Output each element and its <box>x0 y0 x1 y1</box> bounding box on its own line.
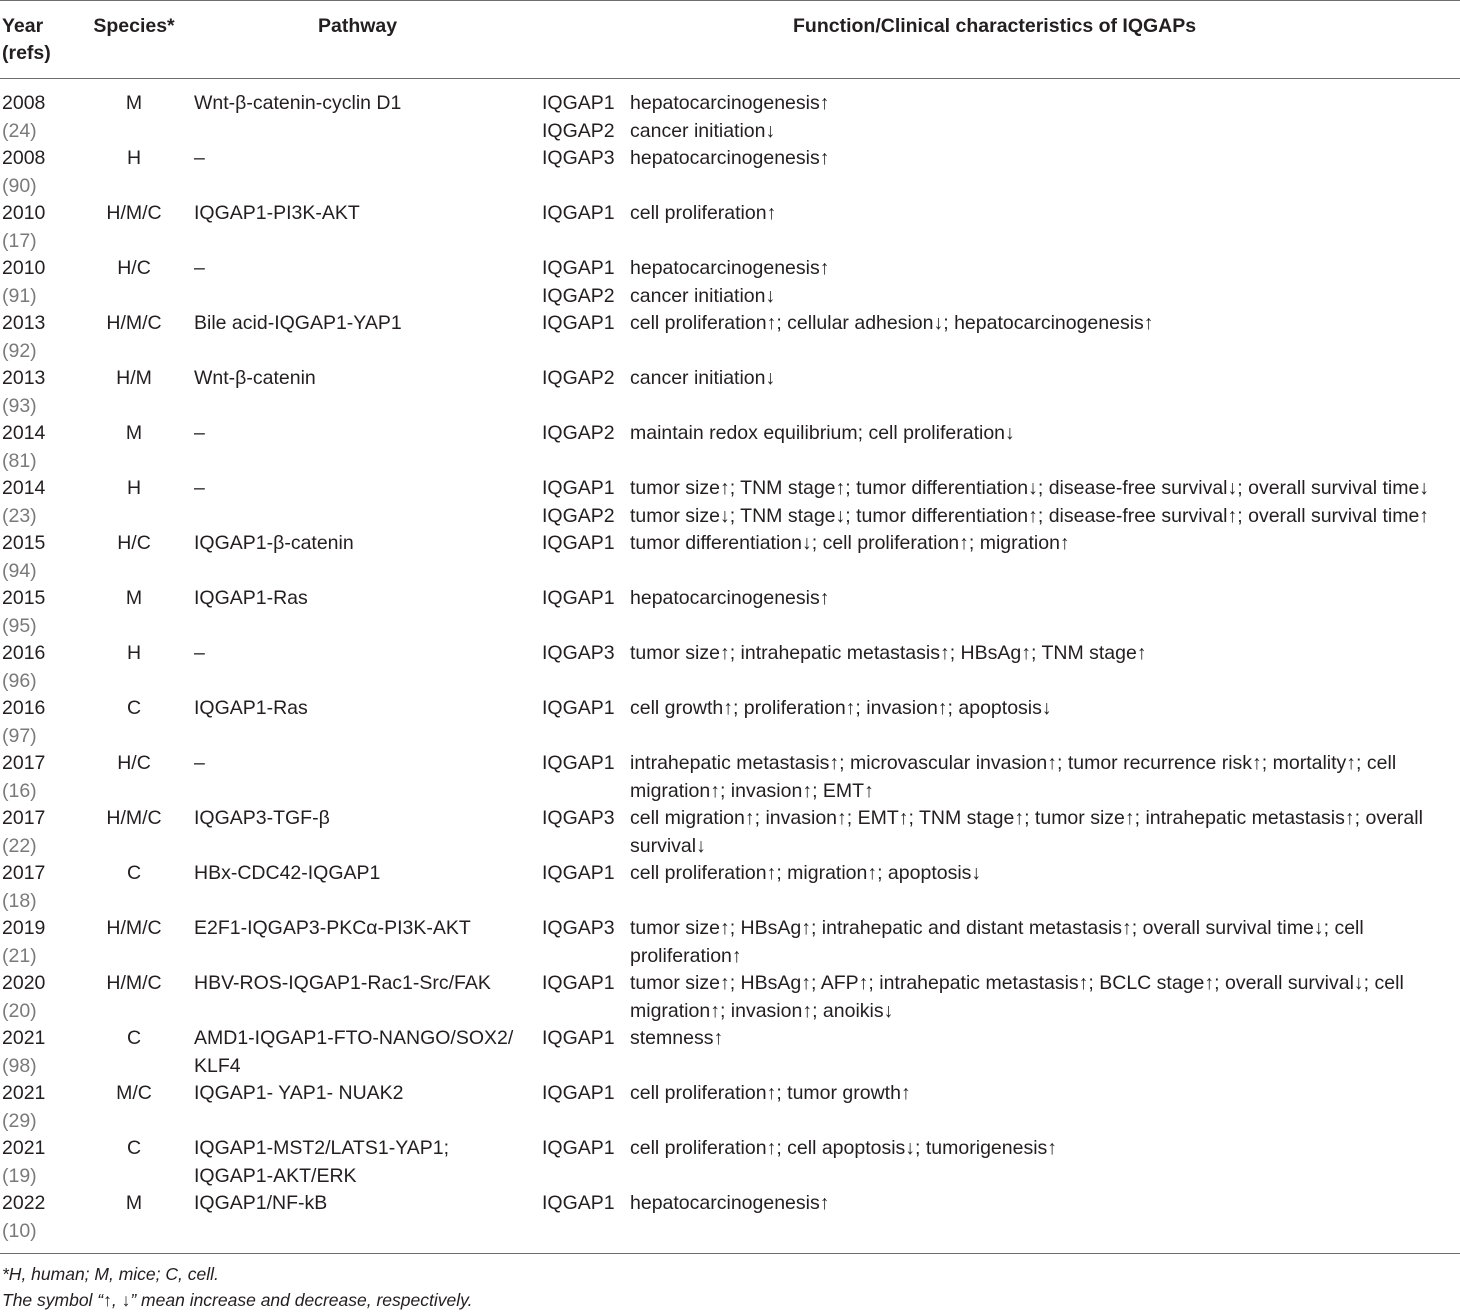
species-cell: H/M/C <box>106 807 162 829</box>
function-cell: cell proliferation↑; migration↑; apoptosis↓ <box>630 862 982 884</box>
year-cell: 2021 <box>2 1137 46 1159</box>
function-cell: tumor size↑; HBsAg↑; intrahepatic and distant metastasis↑; overall survival time↓; cell <box>630 917 1364 939</box>
reference-cell: (93) <box>2 394 37 417</box>
species-cell: H/C <box>117 532 151 554</box>
pathway-cell: IQGAP1- YAP1- NUAK2 <box>194 1082 404 1104</box>
gene-cell: IQGAP3 <box>542 807 615 829</box>
species-cell: M/C <box>116 1082 152 1104</box>
year-cell: 2008 <box>2 92 46 114</box>
function-cell: hepatocarcinogenesis↑ <box>630 1192 830 1214</box>
reference-cell: (96) <box>2 669 37 692</box>
reference-cell: (95) <box>2 614 37 637</box>
gene-cell: IQGAP1 <box>542 972 615 994</box>
function-cell: cell proliferation↑; tumor growth↑ <box>630 1082 911 1104</box>
function-cell: tumor size↑; TNM stage↑; tumor differentiation↓; disease-free survival↓; overall survival time↓ <box>630 477 1430 499</box>
pathway-cell: IQGAP3-TGF-β <box>194 807 330 829</box>
header-year: Year (refs) <box>2 15 51 64</box>
top-rule <box>0 0 1460 1</box>
function-cell: tumor differentiation↓; cell proliferation↑; migration↑ <box>630 532 1070 554</box>
gene-cell: IQGAP3 <box>542 147 615 169</box>
gene-cell: IQGAP2 <box>542 284 615 307</box>
species-cell: M <box>125 92 143 114</box>
pathway-cell: IQGAP1/NF-kB <box>194 1192 328 1214</box>
pathway-cell: KLF4 <box>194 1054 241 1077</box>
species-cell: C <box>126 1137 142 1159</box>
species-cell: H/M/C <box>106 312 162 334</box>
pathway-cell: – <box>194 477 205 499</box>
reference-cell: (29) <box>2 1109 37 1132</box>
gene-cell: IQGAP2 <box>542 504 615 527</box>
footnote-symbols: The symbol “↑, ↓” mean increase and decrease, respectively. <box>2 1290 473 1310</box>
species-cell: C <box>126 862 142 884</box>
function-cell: cell proliferation↑; cell apoptosis↓; tumorigenesis↑ <box>630 1137 1058 1159</box>
function-cell: proliferation↑ <box>630 944 742 967</box>
gene-cell: IQGAP1 <box>542 202 615 224</box>
gene-cell: IQGAP1 <box>542 587 615 609</box>
pathway-cell: – <box>194 752 205 774</box>
reference-cell: (97) <box>2 724 37 747</box>
gene-cell: IQGAP1 <box>542 752 615 774</box>
pathway-cell: Wnt-β-catenin <box>194 367 316 389</box>
species-cell: H/C <box>117 752 151 774</box>
header-species: Species* <box>93 15 175 37</box>
gene-cell: IQGAP2 <box>542 119 615 142</box>
gene-cell: IQGAP1 <box>542 257 615 279</box>
pathway-cell: E2F1-IQGAP3-PKCα-PI3K-AKT <box>194 917 471 939</box>
year-cell: 2022 <box>2 1192 46 1214</box>
pathway-cell: Wnt-β-catenin-cyclin D1 <box>194 92 402 114</box>
function-cell: migration↑; invasion↑; anoikis↓ <box>630 999 894 1022</box>
year-cell: 2008 <box>2 147 46 169</box>
year-cell: 2010 <box>2 202 46 224</box>
pathway-cell: HBV-ROS-IQGAP1-Rac1-Src/FAK <box>194 972 491 994</box>
function-cell: hepatocarcinogenesis↑ <box>630 92 830 114</box>
gene-cell: IQGAP1 <box>542 697 615 719</box>
pathway-cell: Bile acid-IQGAP1-YAP1 <box>194 312 402 334</box>
year-cell: 2015 <box>2 587 46 609</box>
footnote-abbreviations: *H, human; M, mice; C, cell. <box>2 1264 219 1284</box>
year-cell: 2019 <box>2 917 46 939</box>
year-cell: 2016 <box>2 642 46 664</box>
pathway-cell: IQGAP1-AKT/ERK <box>194 1164 357 1187</box>
function-cell: stemness↑ <box>630 1027 724 1049</box>
reference-cell: (21) <box>2 944 37 967</box>
year-cell: 2017 <box>2 807 46 829</box>
reference-cell: (24) <box>2 119 37 142</box>
gene-cell: IQGAP1 <box>542 1137 615 1159</box>
gene-cell: IQGAP3 <box>542 642 615 664</box>
reference-cell: (16) <box>2 779 37 802</box>
reference-cell: (19) <box>2 1164 37 1187</box>
year-cell: 2021 <box>2 1082 46 1104</box>
function-cell: intrahepatic metastasis↑; microvascular invasion↑; tumor recurrence risk↑; mortality↑; cell <box>630 752 1397 774</box>
reference-cell: (92) <box>2 339 37 362</box>
function-cell: cancer initiation↓ <box>630 367 776 389</box>
pathway-cell: IQGAP1-MST2/LATS1-YAP1; <box>194 1137 450 1159</box>
year-cell: 2013 <box>2 312 46 334</box>
function-cell: hepatocarcinogenesis↑ <box>630 257 830 279</box>
pathway-cell: HBx-CDC42-IQGAP1 <box>194 862 381 884</box>
species-cell: H/M/C <box>106 202 162 224</box>
reference-cell: (91) <box>2 284 37 307</box>
function-cell: cancer initiation↓ <box>630 284 776 307</box>
species-cell: H <box>126 642 142 664</box>
function-cell: tumor size↑; HBsAg↑; AFP↑; intrahepatic metastasis↑; BCLC stage↑; overall survival↓; cell <box>630 972 1404 994</box>
gene-cell: IQGAP1 <box>542 862 615 884</box>
gene-cell: IQGAP1 <box>542 477 615 499</box>
pathway-cell: – <box>194 147 205 169</box>
header-rule <box>0 78 1460 79</box>
species-cell: H/C <box>117 257 151 279</box>
header-function: Function/Clinical characteristics of IQGAPs <box>793 15 1197 37</box>
year-cell: 2016 <box>2 697 46 719</box>
species-cell: H/M/C <box>106 917 162 939</box>
reference-cell: (23) <box>2 504 37 527</box>
pathway-cell: – <box>194 422 205 444</box>
year-cell: 2017 <box>2 752 46 774</box>
species-cell: C <box>126 697 142 719</box>
function-cell: migration↑; invasion↑; EMT↑ <box>630 779 874 802</box>
gene-cell: IQGAP1 <box>542 312 615 334</box>
year-cell: 2015 <box>2 532 46 554</box>
pathway-cell: IQGAP1-Ras <box>194 587 308 609</box>
gene-cell: IQGAP1 <box>542 532 615 554</box>
year-cell: 2014 <box>2 477 46 499</box>
function-cell: tumor size↑; intrahepatic metastasis↑; HBsAg↑; TNM stage↑ <box>630 642 1147 664</box>
gene-cell: IQGAP1 <box>542 1192 615 1214</box>
function-cell: cell growth↑; proliferation↑; invasion↑; apoptosis↓ <box>630 697 1052 719</box>
species-cell: H <box>126 477 142 499</box>
reference-cell: (10) <box>2 1219 37 1242</box>
reference-cell: (90) <box>2 174 37 197</box>
function-cell: cancer initiation↓ <box>630 119 776 142</box>
year-cell: 2013 <box>2 367 46 389</box>
gene-cell: IQGAP2 <box>542 422 615 444</box>
gene-cell: IQGAP3 <box>542 917 615 939</box>
reference-cell: (94) <box>2 559 37 582</box>
function-cell: maintain redox equilibrium; cell proliferation↓ <box>630 422 1015 444</box>
gene-cell: IQGAP2 <box>542 367 615 389</box>
reference-cell: (18) <box>2 889 37 912</box>
pathway-cell: – <box>194 642 205 664</box>
function-cell: survival↓ <box>630 834 706 857</box>
species-cell: M <box>125 1192 143 1214</box>
species-cell: M <box>125 422 143 444</box>
bottom-rule <box>0 1253 1460 1254</box>
pathway-cell: AMD1-IQGAP1-FTO-NANGO/SOX2/ <box>194 1027 514 1049</box>
year-cell: 2017 <box>2 862 46 884</box>
header-pathway: Pathway <box>318 15 398 37</box>
reference-cell: (22) <box>2 834 37 857</box>
year-cell: 2021 <box>2 1027 46 1049</box>
function-cell: hepatocarcinogenesis↑ <box>630 147 830 169</box>
pathway-cell: IQGAP1-PI3K-AKT <box>194 202 360 224</box>
function-cell: hepatocarcinogenesis↑ <box>630 587 830 609</box>
year-cell: 2020 <box>2 972 46 994</box>
function-cell: cell proliferation↑; cellular adhesion↓; hepatocarcinogenesis↑ <box>630 312 1154 334</box>
reference-cell: (98) <box>2 1054 37 1077</box>
gene-cell: IQGAP1 <box>542 1082 615 1104</box>
gene-cell: IQGAP1 <box>542 92 615 114</box>
species-cell: M <box>125 587 143 609</box>
reference-cell: (81) <box>2 449 37 472</box>
function-cell: tumor size↓; TNM stage↓; tumor differentiation↑; disease-free survival↑; overall survival time↑ <box>630 504 1430 527</box>
pathway-cell: – <box>194 257 205 279</box>
pathway-cell: IQGAP1-Ras <box>194 697 308 719</box>
species-cell: C <box>126 1027 142 1049</box>
function-cell: cell proliferation↑ <box>630 202 777 224</box>
species-cell: H/M/C <box>106 972 162 994</box>
species-cell: H/M <box>116 367 152 389</box>
year-cell: 2010 <box>2 257 46 279</box>
reference-cell: (20) <box>2 999 37 1022</box>
function-cell: cell migration↑; invasion↑; EMT↑; TNM stage↑; tumor size↑; intrahepatic metastasis↑; overall <box>630 807 1423 829</box>
reference-cell: (17) <box>2 229 37 252</box>
pathway-cell: IQGAP1-β-catenin <box>194 532 354 554</box>
gene-cell: IQGAP1 <box>542 1027 615 1049</box>
species-cell: H <box>126 147 142 169</box>
year-cell: 2014 <box>2 422 46 444</box>
